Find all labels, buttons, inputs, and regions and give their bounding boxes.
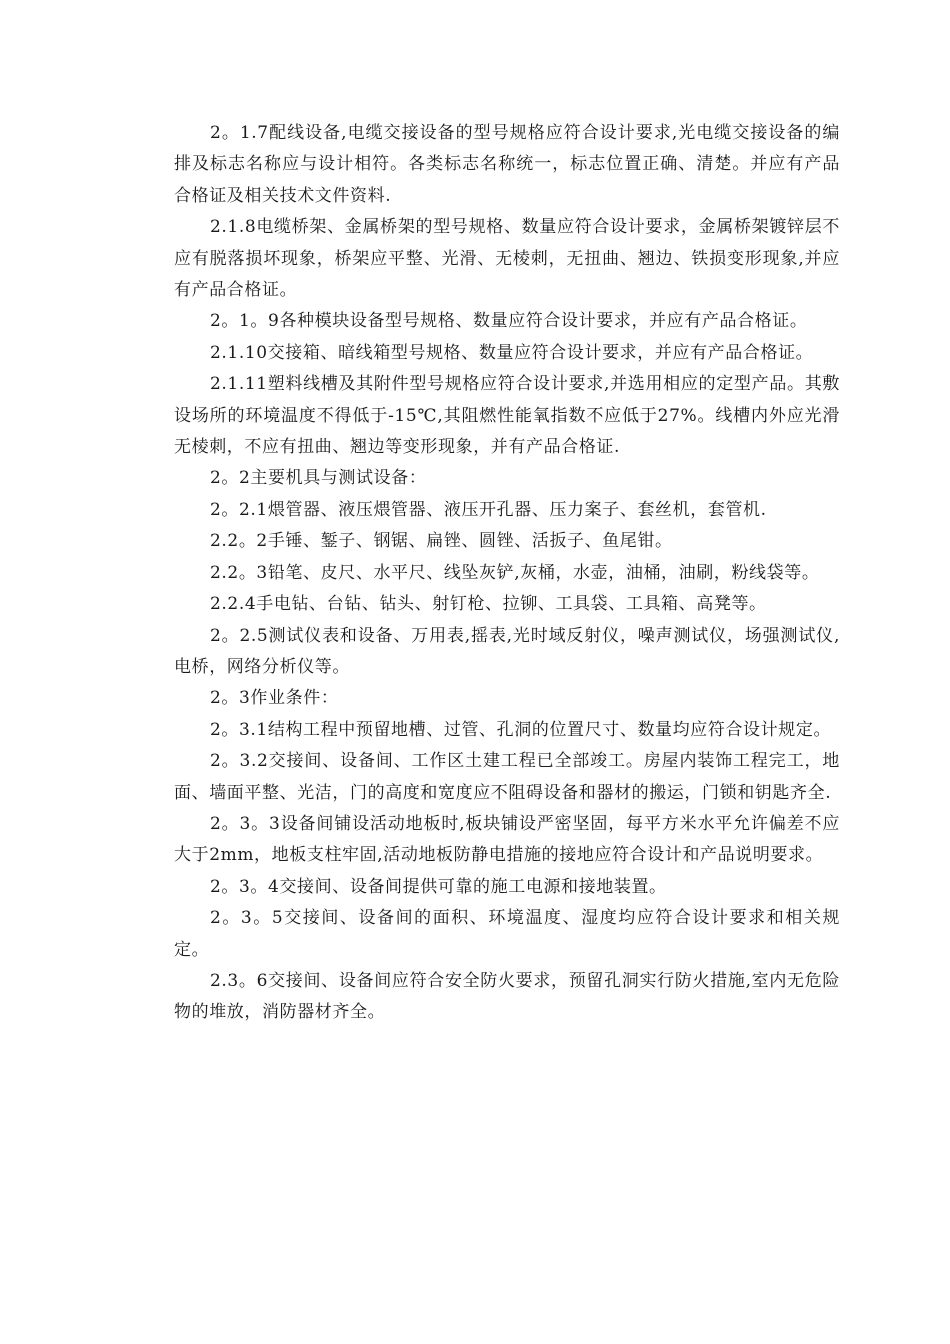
paragraph-2-3-4: 2。3。4交接间、设备间提供可靠的施工电源和接地装置。 [210, 876, 667, 897]
paragraph-2-1-7: 2。1.7配线设备,电缆交接设备的型号规格应符合设计要求,光电缆交接设备的编排及标志名称应与设计相符。各类标志名称统一，标志位置正确、清楚。并应有产品合格证及相关技术文件资料. [174, 123, 840, 206]
paragraph-2-1-11: 2.1.11塑料线槽及其附件型号规格应符合设计要求,并选用相应的定型产品。其敷设场所的环境温度不得低于-15℃,其阻燃性能氧指数不应低于27%。线槽内外应光滑无棱刺，不应有扭曲、翘边等变形现象，并有产品合格证. [174, 374, 840, 458]
section-heading-2-2: 2。2主要机具与测试设备： [210, 468, 427, 489]
paragraph-2-1-10: 2.1.10交接箱、暗线箱型号规格、数量应符合设计要求，并应有产品合格证。 [210, 342, 814, 363]
paragraph-2-3-6: 2.3。6交接间、设备间应符合安全防火要求，预留孔洞实行防火措施,室内无危险物的堆放，消防器材齐全。 [174, 970, 840, 1023]
paragraph-2-1-8: 2.1.8电缆桥架、金属桥架的型号规格、数量应符合设计要求，金属桥架镀锌层不应有脱落损坏现象，桥架应平整、光滑、无棱刺，无扭曲、翘边、铁损变形现象,并应有产品合格证。 [174, 217, 840, 301]
paragraph-2-3-2: 2。3.2交接间、设备间、工作区土建工程已全部竣工。房屋内装饰工程完工，地面、墙面平整、光洁，门的高度和宽度应不阻碍设备和器材的搬运，门锁和钥匙齐全. [174, 751, 840, 803]
paragraph-2-2-1: 2。2.1煨管器、液压煨管器、液压开孔器、压力案子、套丝机，套管机. [210, 499, 767, 520]
document-body [174, 118, 840, 1029]
paragraph-2-2-5: 2。2.5测试仪表和设备、万用表,摇表,光时域反射仪，噪声测试仪，场强测试仪,电桥，网络分析仪等。 [174, 625, 840, 677]
paragraph-2-2-2: 2.2。2手锤、錾子、钢锯、扁锉、圆锉、活扳子、鱼尾钳。 [210, 531, 673, 552]
paragraph-2-2-4: 2.2.4手电钻、台钻、钻头、射钉枪、拉铆、工具袋、工具箱、高凳等。 [210, 594, 767, 615]
paragraph-2-3-5: 2。3。5交接间、设备间的面积、环境温度、湿度均应符合设计要求和相关规定。 [174, 908, 840, 960]
paragraph-2-3-3: 2。3。3设备间铺设活动地板时,板块铺设严密坚固，每平方米水平允许偏差不应大于2mm，地板支柱牢固,活动地板防静电措施的接地应符合设计和产品说明要求。 [174, 813, 840, 866]
paragraph-2-1-9: 2。1。9各种模块设备型号规格、数量应符合设计要求，并应有产品合格证。 [210, 311, 808, 332]
section-heading-2-3: 2。3作业条件： [210, 688, 339, 709]
paragraph-2-3-1: 2。3.1结构工程中预留地槽、过管、孔洞的位置尺寸、数量均应符合设计规定。 [210, 719, 832, 740]
paragraph-2-2-3: 2.2。3铅笔、皮尺、水平尺、线坠灰铲,灰桶，水壶，油桶，油刷，粉线袋等。 [210, 562, 820, 583]
